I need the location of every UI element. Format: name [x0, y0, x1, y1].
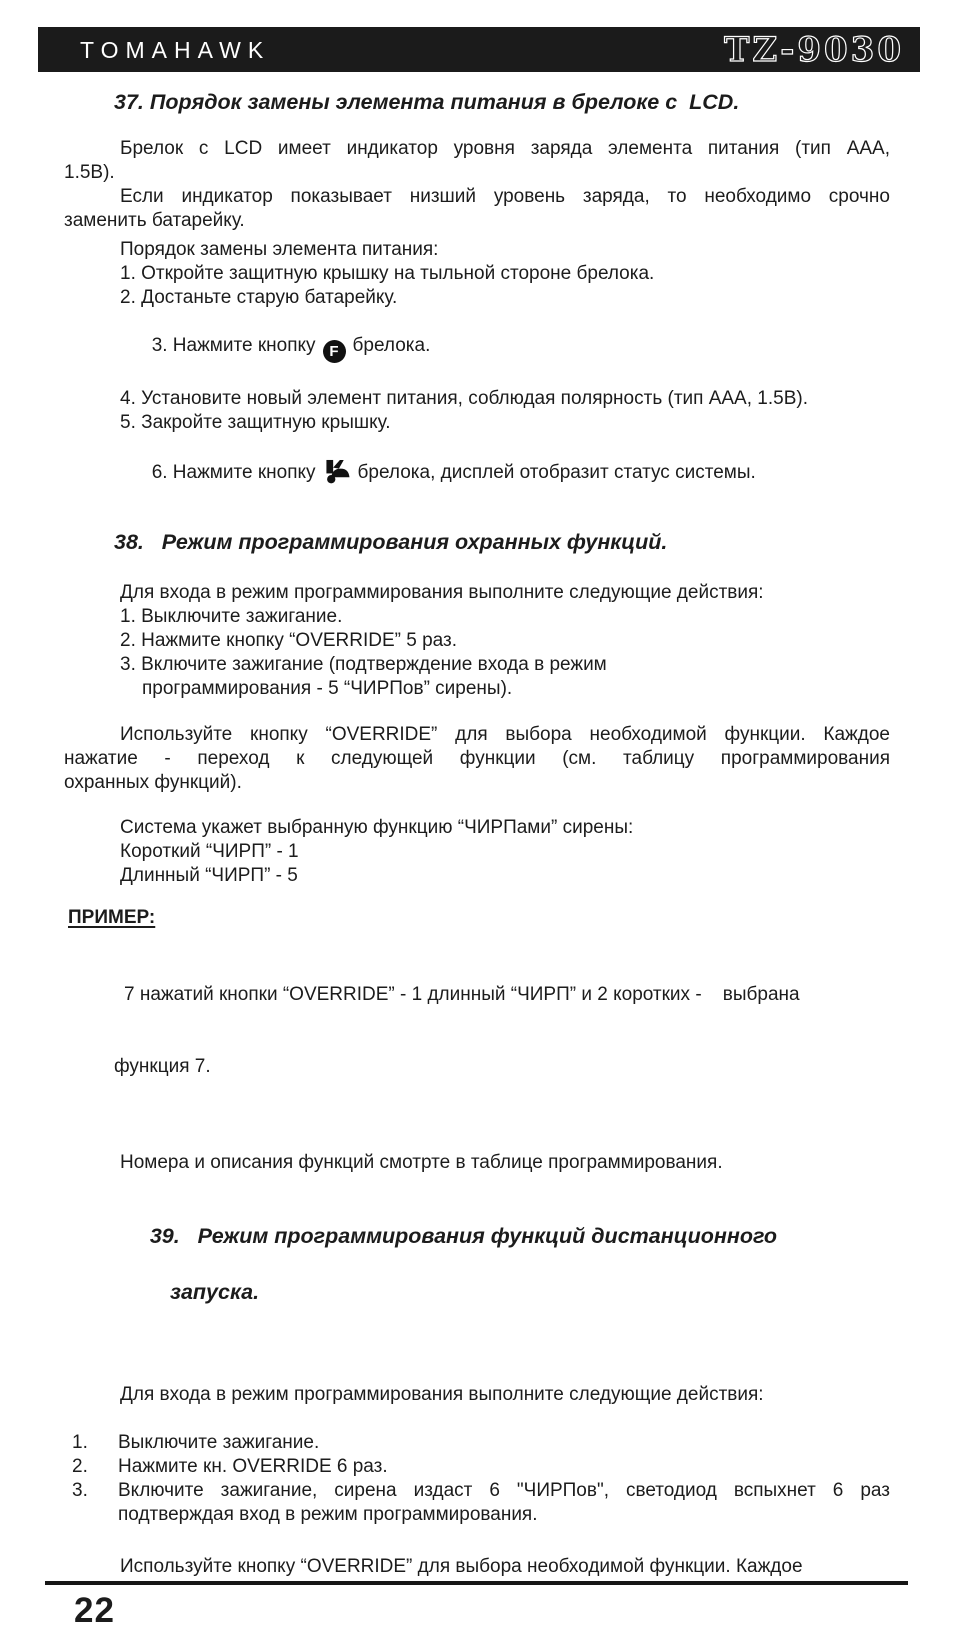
paragraph-line: заменить батарейку.	[64, 210, 245, 231]
page-number: 22	[74, 1591, 115, 1630]
paragraph-line: Если индикатор показывает низший уровень заряда, то необходимо срочно	[120, 186, 890, 207]
f-button-icon	[323, 340, 346, 363]
numbered-list	[64, 1431, 890, 1527]
section-39-title-line2: запуска.	[170, 1280, 260, 1304]
paragraph-line: 7 нажатий кнопки “OVERRIDE” - 1 длинный “ЧИРП” и 2 коротких - выбрана	[124, 984, 800, 1005]
example-label: ПРИМЕР:	[68, 907, 156, 928]
list-item-number: 1.	[72, 1432, 88, 1453]
list-item: 4. Установите новый элемент питания, соблюдая полярность (тип ААА, 1.5В).	[120, 388, 808, 409]
list-item-text: Выключите зажигание.	[118, 1432, 320, 1453]
section-39-title	[114, 1194, 890, 1362]
list-item: 1. Выключите зажигание.	[120, 606, 343, 627]
list-item: 3. Включите зажигание (подтверждение входа в режим	[120, 654, 607, 675]
f-button-letter: F	[329, 343, 339, 360]
list-item-number: 2.	[72, 1456, 88, 1477]
brand-logo: TOMAHAWK	[80, 36, 271, 63]
paragraph-line: Используйте кнопку “OVERRIDE” для выбора необходимой функции. Каждое	[120, 724, 890, 745]
paragraph-line: охранных функций).	[64, 772, 242, 793]
footer-rule	[45, 1555, 908, 1585]
list-item-text: 3. Нажмите кнопку	[151, 335, 316, 356]
list-item: 5. Закройте защитную крышку.	[120, 412, 391, 433]
manual-page	[0, 27, 955, 1630]
paragraph-line: Номера и описания функций смотрте в таблице программирования.	[120, 1152, 723, 1173]
list-item: 2. Нажмите кнопку “OVERRIDE” 5 раз.	[120, 630, 458, 651]
section-37-title: 37. Порядок замены элемента питания в брелоке с LCD.	[114, 90, 740, 114]
list-item-text: 6. Нажмите кнопку	[151, 462, 316, 483]
list-item-text: брелока, дисплей отобразит статус системы.	[357, 462, 756, 483]
list-item	[64, 1431, 890, 1455]
header-bar	[38, 27, 920, 72]
list-item-continuation: программирования - 5 “ЧИРПов” сирены).	[142, 678, 513, 699]
list-item: 2. Достаньте старую батарейку.	[120, 287, 398, 308]
paragraph-line: Для входа в режим программирования выполните следующие действия:	[120, 582, 764, 603]
page-content	[64, 89, 890, 1631]
list-item	[120, 310, 890, 387]
paragraph-line: Система укажет выбранную функцию “ЧИРПами” сирены:	[120, 817, 634, 838]
paragraph-line: нажатие - переход к следующей функции (см. таблицу программирования	[64, 748, 890, 769]
paragraph-line: Короткий “ЧИРП” - 1	[120, 841, 299, 862]
list-item-text: брелока.	[352, 335, 431, 356]
list-item: 1. Откройте защитную крышку на тыльной стороне брелока.	[120, 263, 655, 284]
section-39-title-line1: 39. Режим программирования функций дистанционного	[149, 1224, 778, 1248]
list-intro: Порядок замены элемента питания:	[120, 239, 439, 260]
paragraph-line: 1.5В).	[64, 162, 115, 183]
list-item-text-line: подтверждая вход в режим программирования.	[118, 1504, 538, 1525]
list-item	[64, 1455, 890, 1479]
section-38-title: 38. Режим программирования охранных функций.	[114, 530, 668, 554]
paragraph-line: Брелок с LCD имеет индикатор уровня заряда элемента питания (тип ААА,	[120, 138, 890, 159]
paragraph-line: Для входа в режим программирования выполните следующие действия:	[120, 1384, 764, 1405]
paragraph-line: Используйте кнопку “OVERRIDE” для выбора необходимой функции. Каждое	[120, 1556, 803, 1577]
list-item	[120, 435, 890, 509]
list-item	[64, 1479, 890, 1527]
list-item-text-line: Включите зажигание, сирена издаст 6 "ЧИРПов", светодиод вспыхнет 6 раз	[118, 1480, 890, 1501]
paragraph-line: Длинный “ЧИРП” - 5	[120, 865, 298, 886]
list-item-text: Нажмите кн. OVERRIDE 6 раз.	[118, 1456, 388, 1477]
car-button-icon	[323, 459, 351, 484]
list-item-text	[118, 1479, 890, 1527]
paragraph-line: функция 7.	[114, 1056, 211, 1077]
example-body	[114, 935, 890, 1127]
list-item-number: 3.	[72, 1480, 88, 1501]
model-number: TZ-9030	[724, 29, 904, 70]
